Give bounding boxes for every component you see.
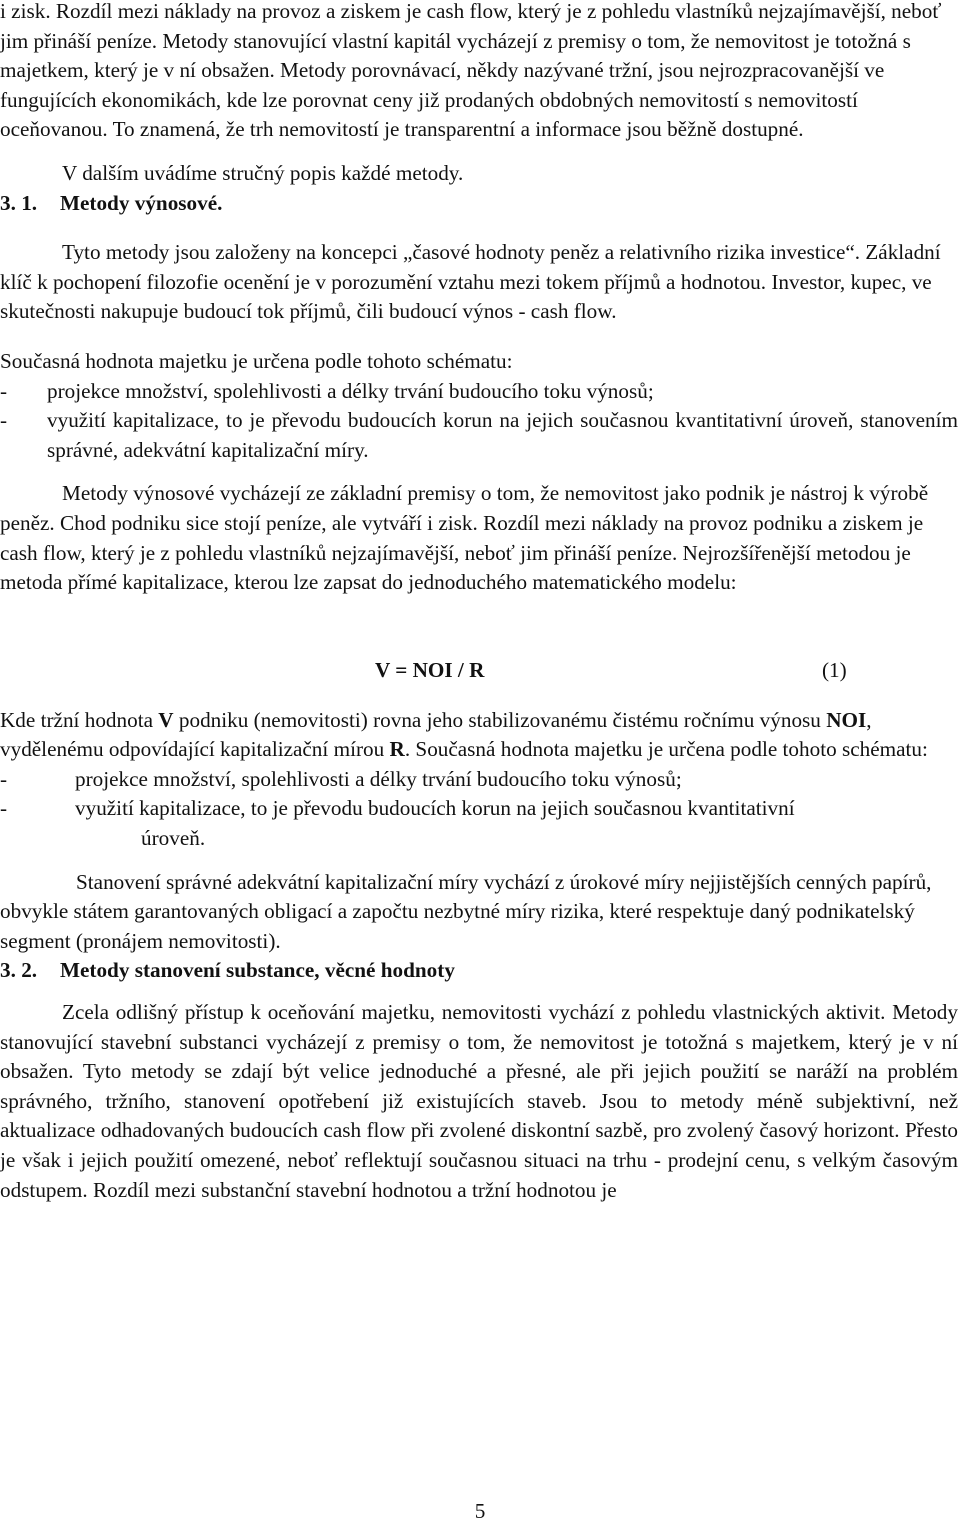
paragraph-schema-intro: Současná hodnota majetku je určena podle tohoto schématu:: [0, 348, 513, 373]
list-item-text: projekce množství, spolehlivosti a délky trvání budoucího toku výnosů;: [47, 378, 654, 403]
list-dash: -: [0, 408, 8, 433]
list-item-continuation: úroveň.: [141, 826, 206, 851]
section-heading-3-2: [0, 956, 958, 986]
list-dash: -: [0, 766, 8, 791]
paragraph-capitalization-rate: Stanovení správné adekvátní kapitalizační míry vychází z úrokové míry nejjistějších cenných papírů, obvykle státem garantovaných obligací a započtu nezbytné míry rizika, které respektuje daný podnikatelský segment (pronájem nemovitosti).: [0, 869, 932, 953]
list-item-text: projekce množství, spolehlivosti a délky trvání budoucího toku výnosů;: [75, 766, 682, 791]
section-number: 3. 1.: [0, 190, 38, 215]
paragraph-intro: i zisk. Rozdíl mezi náklady na provoz a ziskem je cash flow, který je z pohledu vlastníků nejzajímavější, neboť jim přináší peníze. Metody stanovující vlastní kapitál vycházejí z premisy o tom, že nemovitost je totožná s majetkem, který je v ní obsažen. Metody porovnávací, někdy nazývané tržní, jsou nejrozpracovanější ve fungujících ekonomikách, kde lze porovnat ceny již prodaných obdobných nemovitostí s nemovitostí oceňovanou. To znamená, že trh nemovitostí je transparentní a informace jsou běžně dostupné.: [0, 0, 942, 142]
list-item: [0, 765, 958, 795]
section-title: Metody stanovení substance, věcné hodnoty: [60, 958, 455, 983]
list-dash: -: [0, 796, 8, 821]
paragraph-income-premise: Metody výnosové vycházejí ze základní premisy o tom, že nemovitost jako podnik je nástroj k výrobě peněz. Chod podniku sice stojí peníze, ale vytváří i zisk. Rozdíl mezi náklady na provoz podniku a ziskem je cash flow, který je z pohledu vlastníků nejzajímavější, neboť jim přináší peníze. Nejrozšířenější metodou je metoda přímé kapitalizace, kterou lze zapsat do jednoduchého matematického modelu:: [0, 481, 929, 595]
section-number: 3. 2.: [0, 958, 38, 983]
paragraph-overview: V dalším uvádíme stručný popis každé metody.: [62, 160, 464, 185]
text-run: . Současná hodnota majetku je určena podle tohoto schématu:: [404, 737, 928, 762]
section-title: Metody výnosové.: [60, 190, 223, 215]
paragraph-formula-explanation: [0, 706, 958, 765]
list-item-text: využití kapitalizace, to je převodu budoucích korun na jejich současnou kvantitativní úroveň, stanovením správné, adekvátní kapitalizační míry.: [47, 408, 958, 462]
list-item: [0, 794, 958, 853]
list-item-text: využití kapitalizace, to je převodu budoucích korun na jejich současnou kvantitativní: [75, 796, 795, 821]
text-run: Kde tržní hodnota: [0, 707, 159, 732]
list-item: [0, 406, 958, 465]
list-item: [0, 377, 958, 407]
list-dash: -: [0, 378, 8, 403]
formula: V = NOI / R: [375, 657, 485, 682]
section-heading-3-1: [0, 189, 958, 219]
text-run: podniku (nemovitosti) rovna jeho stabilizovanému čistému ročnímu výnosu: [173, 707, 827, 732]
page-number: 5: [474, 1499, 486, 1523]
text-run: , vydělenému odpovídající kapitalizační mírou: [0, 707, 872, 762]
variable-r: R: [389, 737, 405, 762]
schema-list-2: [0, 765, 958, 854]
variable-noi: NOI: [826, 707, 867, 732]
formula-line: [0, 656, 958, 686]
variable-v: V: [158, 707, 174, 732]
paragraph-income-methods: Tyto metody jsou založeny na koncepci „časové hodnoty peněz a relativního rizika investice“. Základní klíč k pochopení filozofie ocenění je v porozumění vztahu mezi tokem příjmů a hodnotou. Investor, kupec, ve skutečnosti nakupuje budoucí tok příjmů, čili budoucí výnos - cash flow.: [0, 240, 941, 324]
paragraph-substance-methods: Zcela odlišný přístup k oceňování majetku, nemovitosti vychází z pohledu vlastnických aktivit. Metody stanovující stavební substanci vycházejí z premisy o tom, že nemovitost je totožná s majetkem, který je v ní obsažen. Tyto metody se zdají být velice jednoduché a přesné, ale při jejich použití se naráží na problém správného, tržního, stanovení opotřebení již existujících staveb. Jsou to metody méně subjektivní, než aktualizace odhadovaných budoucích cash flow při zvolené diskontní sazbě, pro zvolený časový horizont. Přesto je však i jejich použití omezené, neboť reflektují současnou situaci na trhu - prodejní cenu, s velkým časovým odstupem. Rozdíl mezi substanční stavební hodnotou a tržní hodnotou je: [0, 1000, 958, 1202]
schema-list-1: [0, 377, 958, 466]
formula-number: (1): [822, 657, 847, 682]
